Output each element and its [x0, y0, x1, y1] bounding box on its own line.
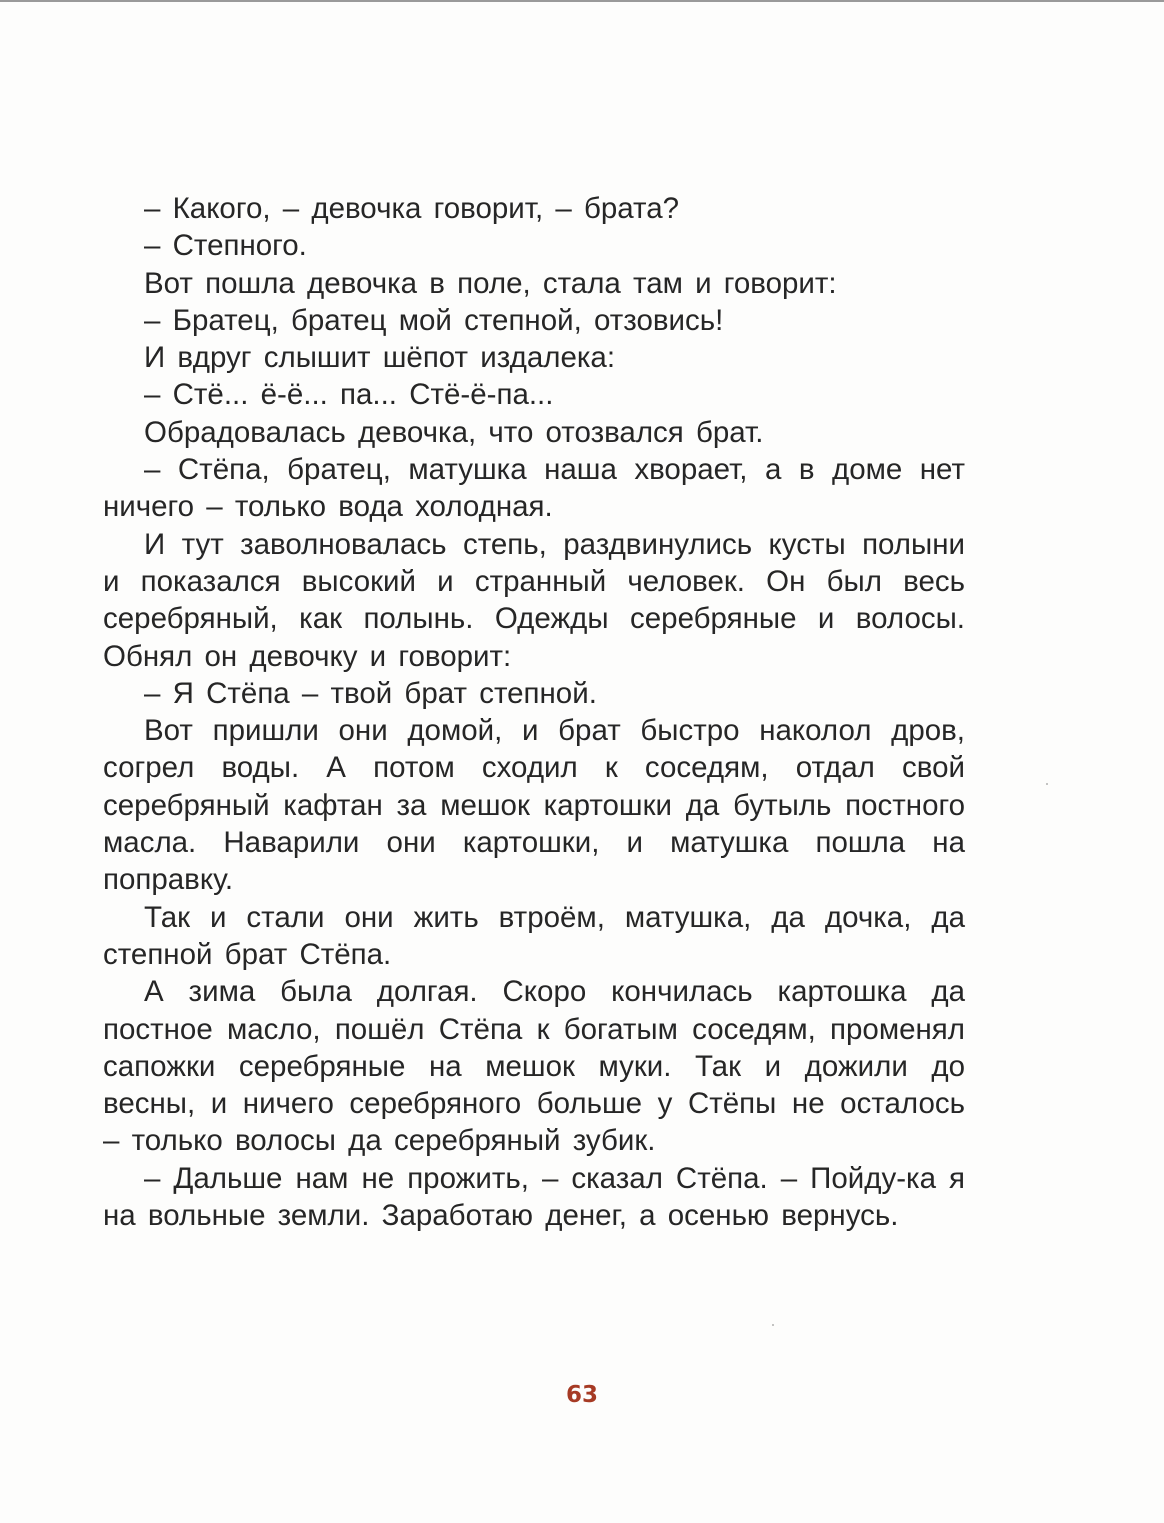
- paragraph-14: – Дальше нам не прожить, – сказал Стёпа. – Пойду-ка я на вольные земли. Заработаю денег, а осенью вернусь.: [103, 1161, 965, 1233]
- paragraph-6: – Стё... ё-ё... па... Стё-ё-па...: [144, 378, 554, 412]
- paragraph-2: – Степного.: [144, 229, 307, 263]
- paragraph-1: – Какого, – девочка говорит, – брата?: [144, 192, 680, 225]
- paragraph-8: – Стёпа, братец, матушка наша хворает, а в доме нет ничего – только вода холодная.: [103, 453, 965, 524]
- paragraph-4: – Братец, братец мой степной, отзовись!: [144, 303, 724, 337]
- page-number: 63: [565, 1382, 598, 1408]
- paragraph-11: Вот пришли они домой, и брат быстро наколол дров, согрел воды. А потом сходил к соседям, отдал свой серебряный кафтан за мешок картошки да бутыль постного масла. Наварили они картошки, и матушка пошла на поправку.: [103, 714, 965, 897]
- paragraph-13: А зима была долгая. Скоро кончилась картошка да постное масло, пошёл Стёпа к богатым соседям, променял сапожки серебряные на мешок муки. Так и дожили до весны, и ничего серебряного больше у Стёпы не осталось – только волосы да серебряный зубик.: [103, 975, 965, 1158]
- top-border-line: [0, 0, 1164, 2]
- paragraph-5: И вдруг слышит шёпот издалека:: [144, 341, 616, 375]
- paragraph-10: – Я Стёпа – твой брат степной.: [144, 676, 597, 710]
- paragraph-3: Вот пошла девочка в поле, стала там и говорит:: [144, 266, 837, 300]
- paragraph-12: Так и стали они жить втроём, матушка, да дочка, да степной брат Стёпа.: [103, 900, 965, 971]
- paragraph-7: Обрадовалась девочка, что отозвался брат.: [144, 415, 764, 449]
- scan-speck: [1046, 783, 1048, 785]
- scan-speck: [772, 1324, 774, 1326]
- paragraph-9: И тут заволновалась степь, раздвинулись кусты полыни и показался высокий и странный человек. Он был весь серебряный, как полынь. Одежды серебряные и волосы. Обнял он девочку и говорит:: [103, 527, 965, 673]
- story-text: [103, 190, 965, 1234]
